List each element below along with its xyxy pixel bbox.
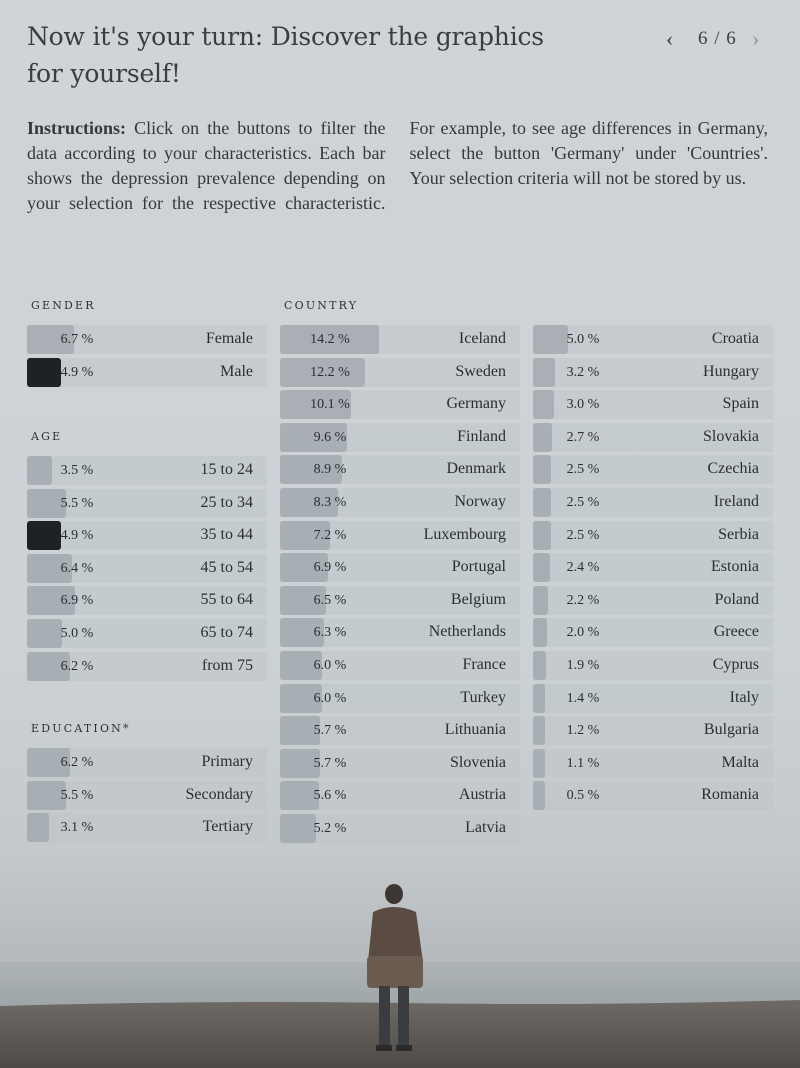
- filter-label: 55 to 64: [200, 591, 253, 609]
- filter-label: Portugal: [451, 558, 506, 576]
- filter-label: 35 to 44: [200, 526, 253, 544]
- filter-label: Hungary: [703, 362, 759, 380]
- filter-button-serbia[interactable]: [533, 521, 773, 550]
- filter-button-czechia[interactable]: [533, 455, 773, 484]
- prevalence-value: 5.6 %: [313, 788, 347, 804]
- filter-label: Cyprus: [712, 655, 759, 673]
- filter-label: Czechia: [707, 460, 759, 478]
- instructions-text: [27, 116, 768, 216]
- education-heading: EDUCATION*: [31, 722, 131, 735]
- filter-label: 25 to 34: [200, 493, 253, 511]
- gender-heading: GENDER: [31, 299, 96, 312]
- filter-label: Bulgaria: [703, 721, 759, 739]
- prevalence-value: 6.9 %: [313, 560, 347, 576]
- filter-label: Tertiary: [202, 818, 253, 836]
- filter-label: Male: [220, 362, 253, 380]
- chevron-right-icon[interactable]: ›: [752, 26, 760, 51]
- age-filter-list: [27, 456, 267, 684]
- filter-button-germany[interactable]: [280, 390, 520, 419]
- prevalence-value: 7.2 %: [313, 527, 347, 543]
- filter-button-slovakia[interactable]: [533, 423, 773, 452]
- filter-button-poland[interactable]: [533, 586, 773, 615]
- filter-button-luxembourg[interactable]: [280, 521, 520, 550]
- prevalence-value: 2.7 %: [566, 429, 600, 445]
- filter-label: Netherlands: [428, 623, 506, 641]
- filter-button-belgium[interactable]: [280, 586, 520, 615]
- prevalence-value: 5.2 %: [313, 820, 347, 836]
- filter-button-portugal[interactable]: [280, 553, 520, 582]
- filter-label: Greece: [713, 623, 759, 641]
- filter-label: Slovenia: [450, 753, 506, 771]
- prevalence-value: 10.1 %: [310, 397, 350, 413]
- prevalence-value: 2.5 %: [566, 527, 600, 543]
- chevron-left-icon[interactable]: ‹: [666, 26, 674, 51]
- prevalence-value: 6.4 %: [60, 560, 94, 576]
- prevalence-value: 1.9 %: [566, 657, 600, 673]
- filter-button-norway[interactable]: [280, 488, 520, 517]
- country-filter-list-2: [533, 325, 773, 814]
- filter-button-austria[interactable]: [280, 781, 520, 810]
- filter-label: Finland: [457, 427, 506, 445]
- filter-label: Denmark: [446, 460, 506, 478]
- filter-button-male[interactable]: [27, 358, 267, 387]
- filter-button-lithuania[interactable]: [280, 716, 520, 745]
- prevalence-value: 8.9 %: [313, 462, 347, 478]
- prevalence-value: 5.5 %: [60, 787, 94, 803]
- filter-button-sweden[interactable]: [280, 358, 520, 387]
- prevalence-value: 14.2 %: [310, 332, 350, 347]
- filter-button-croatia[interactable]: [533, 325, 773, 354]
- filter-label: France: [462, 655, 506, 673]
- prevalence-value: 2.2 %: [566, 592, 600, 608]
- age-heading: AGE: [31, 430, 63, 443]
- filter-label: Luxembourg: [423, 525, 506, 543]
- page-title: Now it's your turn: Discover the graphics for yourself!: [27, 22, 544, 88]
- filter-label: 45 to 54: [200, 558, 253, 576]
- filter-label: from 75: [201, 656, 253, 674]
- filter-label: Spain: [722, 395, 759, 413]
- filter-label: Slovakia: [703, 427, 759, 445]
- prevalence-value: 3.2 %: [566, 364, 600, 380]
- prevalence-value: 6.5 %: [313, 592, 347, 608]
- filter-label: Latvia: [465, 818, 506, 836]
- prevalence-value: 1.4 %: [566, 690, 600, 706]
- filter-button-from-75[interactable]: [27, 652, 267, 681]
- prevalence-value: 5.7 %: [313, 755, 347, 771]
- filter-label: Belgium: [450, 590, 506, 608]
- filter-label: Ireland: [713, 492, 759, 510]
- filter-button-greece[interactable]: [533, 618, 773, 647]
- prevalence-value: 12.2 %: [310, 364, 350, 380]
- pager: [666, 26, 776, 52]
- filter-label: Lithuania: [444, 721, 506, 739]
- filter-label: Germany: [446, 395, 506, 413]
- filter-button-female[interactable]: [27, 325, 267, 354]
- filter-button-estonia[interactable]: [533, 553, 773, 582]
- filter-label: Secondary: [185, 785, 253, 803]
- filter-button-iceland[interactable]: [280, 325, 520, 354]
- filter-button-hungary[interactable]: [533, 358, 773, 387]
- education-filter-list: [27, 748, 267, 846]
- prevalence-value: 6.7 %: [60, 332, 94, 347]
- filter-button-ireland[interactable]: [533, 488, 773, 517]
- filter-button-turkey[interactable]: [280, 684, 520, 713]
- filter-label: Croatia: [711, 330, 759, 347]
- filter-label: 65 to 74: [200, 623, 253, 641]
- filter-label: Female: [205, 330, 253, 347]
- filter-button-45-to-54[interactable]: [27, 554, 267, 583]
- filter-label: 15 to 24: [200, 461, 253, 478]
- prevalence-value: 6.0 %: [313, 657, 347, 673]
- instructions-body: Click on the buttons to filter the data according to your characteristics. Each bar shows the depression prevalence depending on your selection for the respective characteristic. For example, to see age differences in Germany, select the button 'Germany' under 'Countries'. Your selection criteria will not be stored by us.: [27, 118, 768, 213]
- filter-label: Romania: [701, 786, 759, 804]
- filter-label: Malta: [721, 753, 759, 771]
- prevalence-value: 8.3 %: [313, 494, 347, 510]
- filter-button-65-to-74[interactable]: [27, 619, 267, 648]
- country-filter-list-1: [280, 325, 520, 847]
- filter-button-romania[interactable]: [533, 781, 773, 810]
- filter-label: Iceland: [458, 330, 506, 347]
- filter-button-primary[interactable]: [27, 748, 267, 777]
- prevalence-value: 5.5 %: [60, 495, 94, 511]
- filter-button-denmark[interactable]: [280, 455, 520, 484]
- prevalence-value: 3.0 %: [566, 397, 600, 413]
- filter-button-slovenia[interactable]: [280, 749, 520, 778]
- filter-label: Norway: [454, 492, 506, 510]
- prevalence-value: 5.0 %: [566, 332, 600, 347]
- filter-label: Austria: [458, 786, 506, 804]
- prevalence-value: 2.4 %: [566, 560, 600, 576]
- filter-button-cyprus[interactable]: [533, 651, 773, 680]
- prevalence-value: 5.0 %: [60, 625, 94, 641]
- filter-button-malta[interactable]: [533, 749, 773, 778]
- prevalence-value: 4.9 %: [60, 528, 94, 544]
- prevalence-value: 6.9 %: [60, 593, 94, 609]
- instructions-label: Instructions:: [27, 118, 127, 138]
- prevalence-value: 9.6 %: [313, 429, 347, 445]
- filter-label: Sweden: [455, 362, 506, 380]
- filter-button-tertiary[interactable]: [27, 813, 267, 842]
- filter-label: Turkey: [460, 688, 506, 706]
- filter-button-35-to-44[interactable]: [27, 521, 267, 550]
- filter-button-italy[interactable]: [533, 684, 773, 713]
- filter-label: Estonia: [711, 558, 759, 576]
- filter-label: Poland: [714, 590, 759, 608]
- filter-label: Serbia: [718, 525, 759, 543]
- prevalence-value: 3.5 %: [60, 463, 94, 478]
- filter-button-latvia[interactable]: [280, 814, 520, 843]
- filter-button-france[interactable]: [280, 651, 520, 680]
- prevalence-value: 0.5 %: [566, 788, 600, 804]
- prevalence-value: 6.2 %: [60, 755, 94, 770]
- filter-button-finland[interactable]: [280, 423, 520, 452]
- prevalence-value: 5.7 %: [313, 723, 347, 739]
- prevalence-value: 4.9 %: [60, 364, 94, 380]
- prevalence-value: 6.3 %: [313, 625, 347, 641]
- filter-button-55-to-64[interactable]: [27, 586, 267, 615]
- filter-button-bulgaria[interactable]: [533, 716, 773, 745]
- filter-button-spain[interactable]: [533, 390, 773, 419]
- filter-button-netherlands[interactable]: [280, 618, 520, 647]
- filter-label: Primary: [201, 753, 253, 770]
- filter-button-25-to-34[interactable]: [27, 489, 267, 518]
- prevalence-value: 2.5 %: [566, 494, 600, 510]
- prevalence-value: 1.1 %: [566, 755, 600, 771]
- prevalence-value: 1.2 %: [566, 723, 600, 739]
- filter-button-15-to-24[interactable]: [27, 456, 267, 485]
- prevalence-value: 2.0 %: [566, 625, 600, 641]
- prevalence-value: 6.0 %: [313, 690, 347, 706]
- filter-button-secondary[interactable]: [27, 781, 267, 810]
- prevalence-value: 2.5 %: [566, 462, 600, 478]
- prevalence-value: 6.2 %: [60, 658, 94, 674]
- page-counter: 6 / 6: [698, 28, 737, 49]
- foggy-shore-photo: [0, 850, 800, 1068]
- prevalence-value: 3.1 %: [60, 820, 94, 836]
- gender-filter-list: [27, 325, 267, 390]
- filter-label: Italy: [729, 688, 759, 706]
- country-heading: COUNTRY: [284, 299, 359, 312]
